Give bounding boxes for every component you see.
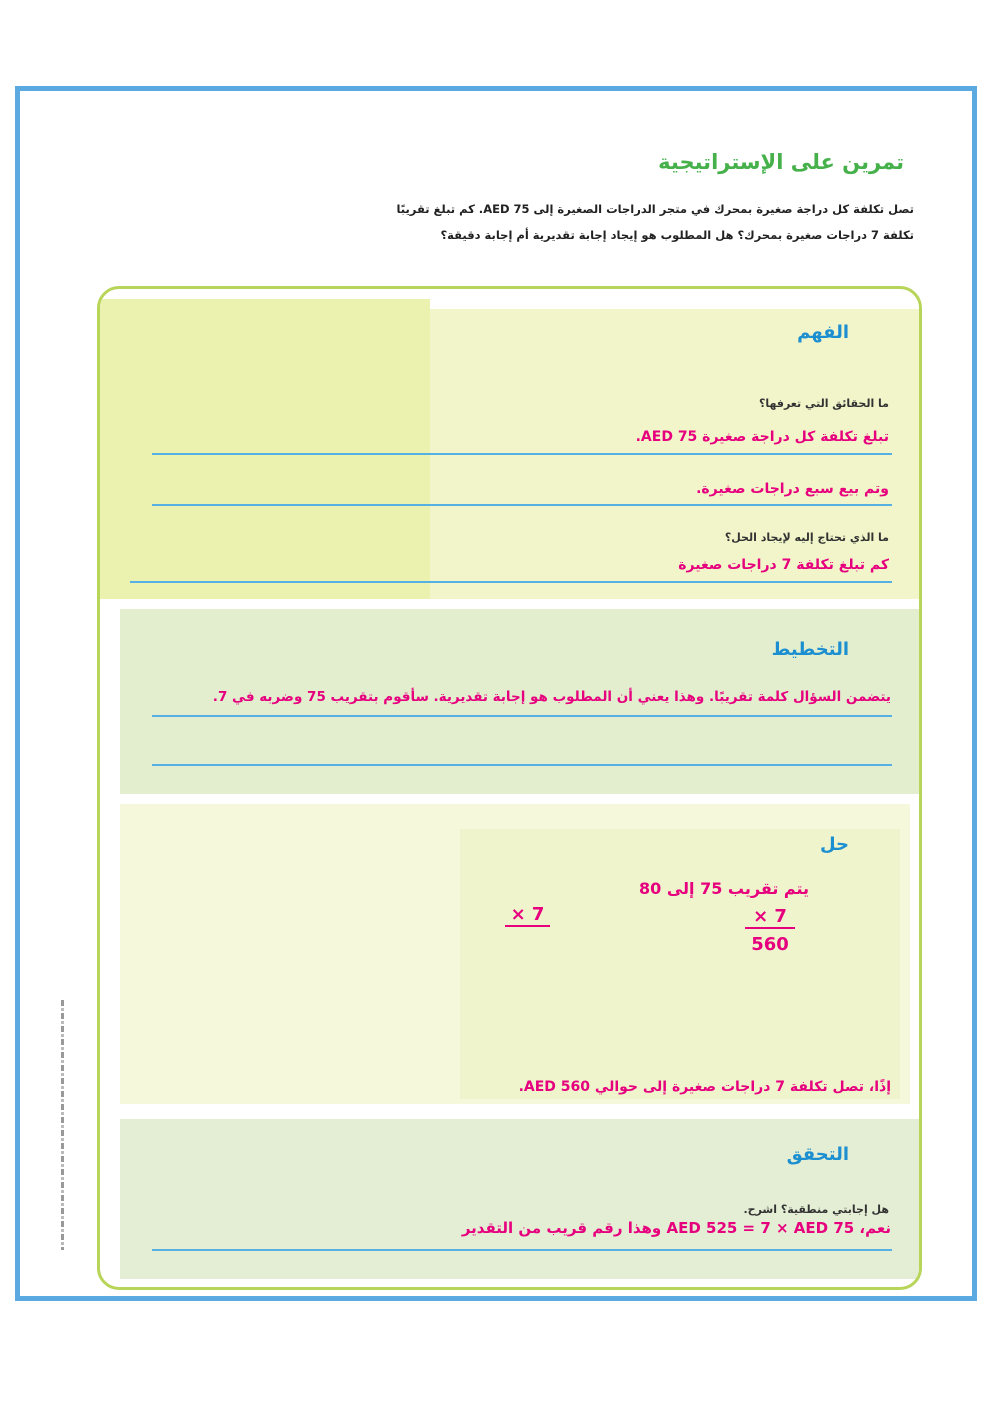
solve-conclusion: إذًا، تصل تكلفة 7 دراجات صغيرة إلى حوالي AED 560. (518, 1079, 891, 1095)
understand-question-1: ما الحقائق التي تعرفها؟ (758, 397, 889, 410)
plan-answer-1: يتضمن السؤال كلمة تقريبًا. وهذا يعني أن المطلوب هو إجابة تقديرية. سأقوم بتقريب 75 وضربه في 7. (212, 689, 891, 705)
answer-line (152, 453, 892, 455)
answer-line (152, 504, 892, 506)
understand-answer-1: تبلغ تكلفة كل دراجة صغيرة AED 75. (635, 429, 889, 445)
check-heading: التحقق (786, 1144, 849, 1165)
solve-heading: حل (819, 834, 849, 855)
answer-line (152, 1249, 892, 1251)
copyright-sidebar (60, 1000, 66, 1250)
answer-line (152, 764, 892, 766)
right-multiplier: × 7 (745, 906, 795, 929)
answer-line (152, 715, 892, 717)
rounding-note: يتم تقريب 75 إلى 80 (638, 879, 809, 898)
understand-wash-accent (100, 299, 430, 599)
understand-heading: الفهم (797, 322, 849, 343)
check-wash (120, 1119, 922, 1279)
page-title: تمرين على الإستراتيجية (658, 150, 904, 174)
product-result: 560 (751, 934, 789, 955)
solve-wash-accent (460, 829, 900, 1099)
plan-heading: التخطيط (771, 639, 849, 660)
understand-answer-2: وتم بيع سبع دراجات صغيرة. (696, 481, 889, 497)
problem-statement: تصل تكلفة كل دراجة صغيرة بمحرك في متجر الدراجات الصغيرة إلى AED 75. كم تبلغ تقريبًا تكلفة 7 دراجات صغيرة بمحرك؟ هل المطلوب هو إيجاد إجابة تقديرية أم إجابة دقيقة؟ (396, 202, 914, 242)
check-question-1: هل إجابتي منطقية؟ اشرح. (743, 1203, 889, 1216)
solution-card (97, 286, 922, 1290)
understand-question-2: ما الذي تحتاج إليه لإيجاد الحل؟ (724, 531, 889, 544)
answer-line (130, 581, 892, 583)
understand-answer-3: كم تبلغ تكلفة 7 دراجات صغيرة (678, 557, 889, 573)
check-answer-1: نعم، AED 525 = 7 × AED 75 وهذا رقم قريب من التقدير (461, 1219, 891, 1237)
left-multiplier: × 7 (505, 904, 550, 927)
